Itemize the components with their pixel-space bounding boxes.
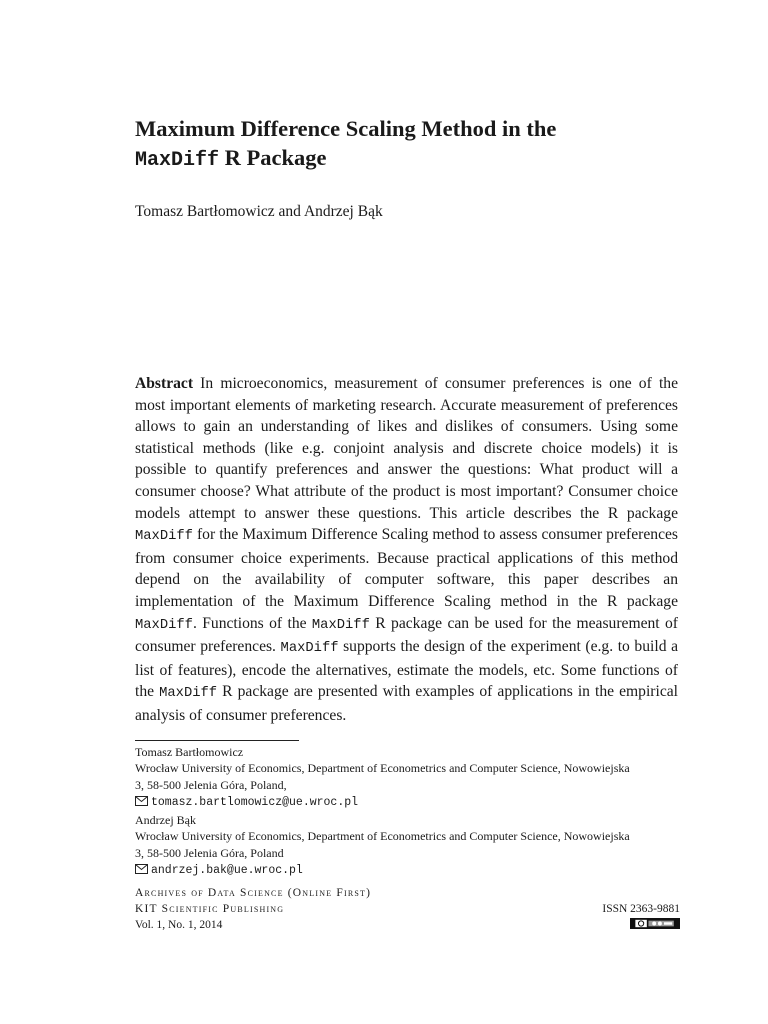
footnote-rule [135, 740, 299, 741]
abstract-text: In microeconomics, measurement of consumer preferences is one of the most important elements of marketing research. Accurate measurement of preferences allows to gain an understanding of likes and dislikes of consumers. Using some statistical methods (like e.g. conjoint analysis and discrete choice models) it is possible to quantify preferences and answer the questions: What product will a consumer choose? What attribute of the product is most important? Consumer choice models attempt to answer these questions. This article describes the R package [135, 375, 678, 522]
envelope-icon [135, 864, 148, 874]
abstract [135, 373, 678, 727]
journal-name: Archives of Data Science (Online First) [135, 887, 372, 899]
abstract-text: supports the design of the experiment (e.g. to build a list of features), encode the alternatives, estimate the models, etc. Some functions of the [135, 638, 678, 701]
affiliation-email-row [135, 861, 695, 879]
package-name: MaxDiff [311, 617, 370, 633]
affiliation-1 [135, 744, 695, 811]
abstract-text: . Functions of the [192, 614, 312, 632]
abstract-text: R package can be used for the measurement of consumer preferences. [135, 614, 678, 656]
issn: ISSN 2363-9881 [602, 903, 680, 915]
package-name: MaxDiff [135, 529, 193, 545]
cc-by-sa-badge [630, 918, 680, 929]
email-link[interactable]: tomasz.bartlomowicz@ue.wroc.pl [151, 795, 359, 809]
paper-title [135, 114, 695, 175]
journal-info [135, 885, 680, 933]
affiliation-name: Andrzej Bąk [135, 813, 196, 827]
affiliation-email-row [135, 793, 695, 811]
abstract-label: Abstract [135, 375, 194, 392]
envelope-icon [135, 796, 148, 806]
affiliation-name: Tomasz Bartłomowicz [135, 745, 244, 759]
volume-info: Vol. 1, No. 1, 2014 [135, 919, 223, 931]
author-list: Tomasz Bartłomowicz and Andrzej Bąk [135, 203, 383, 220]
affiliation-2 [135, 812, 695, 879]
affiliation-address: Wrocław University of Economics, Department of Econometrics and Computer Science, Nowowiejska [135, 761, 630, 776]
email-link[interactable]: andrzej.bak@ue.wroc.pl [151, 863, 303, 877]
affiliation-address: 3, 58-500 Jelenia Góra, Poland, [135, 777, 287, 792]
title-text: Maximum Difference Scaling Method in the [135, 116, 557, 141]
abstract-text: for the Maximum Difference Scaling method to assess consumer preferences from consumer choice experiments. Because practical applications of this method depend on the availability of computer software, this paper describes an implementation of the Maximum Difference Scaling method in the R package [135, 526, 678, 610]
abstract-text: R package are presented with examples of applications in the empirical analysis of consumer preferences. [135, 683, 678, 724]
publisher: KIT Scientific Publishing [135, 903, 285, 915]
affiliation-address: 3, 58-500 Jelenia Góra, Poland [135, 845, 284, 860]
title-suffix: R Package [219, 145, 327, 170]
package-name: MaxDiff [280, 641, 339, 657]
package-name: MaxDiff [159, 686, 218, 702]
affiliation-address: Wrocław University of Economics, Department of Econometrics and Computer Science, Nowowiejska [135, 829, 630, 844]
package-name: MaxDiff [135, 617, 193, 633]
title-package-name: MaxDiff [135, 149, 220, 172]
